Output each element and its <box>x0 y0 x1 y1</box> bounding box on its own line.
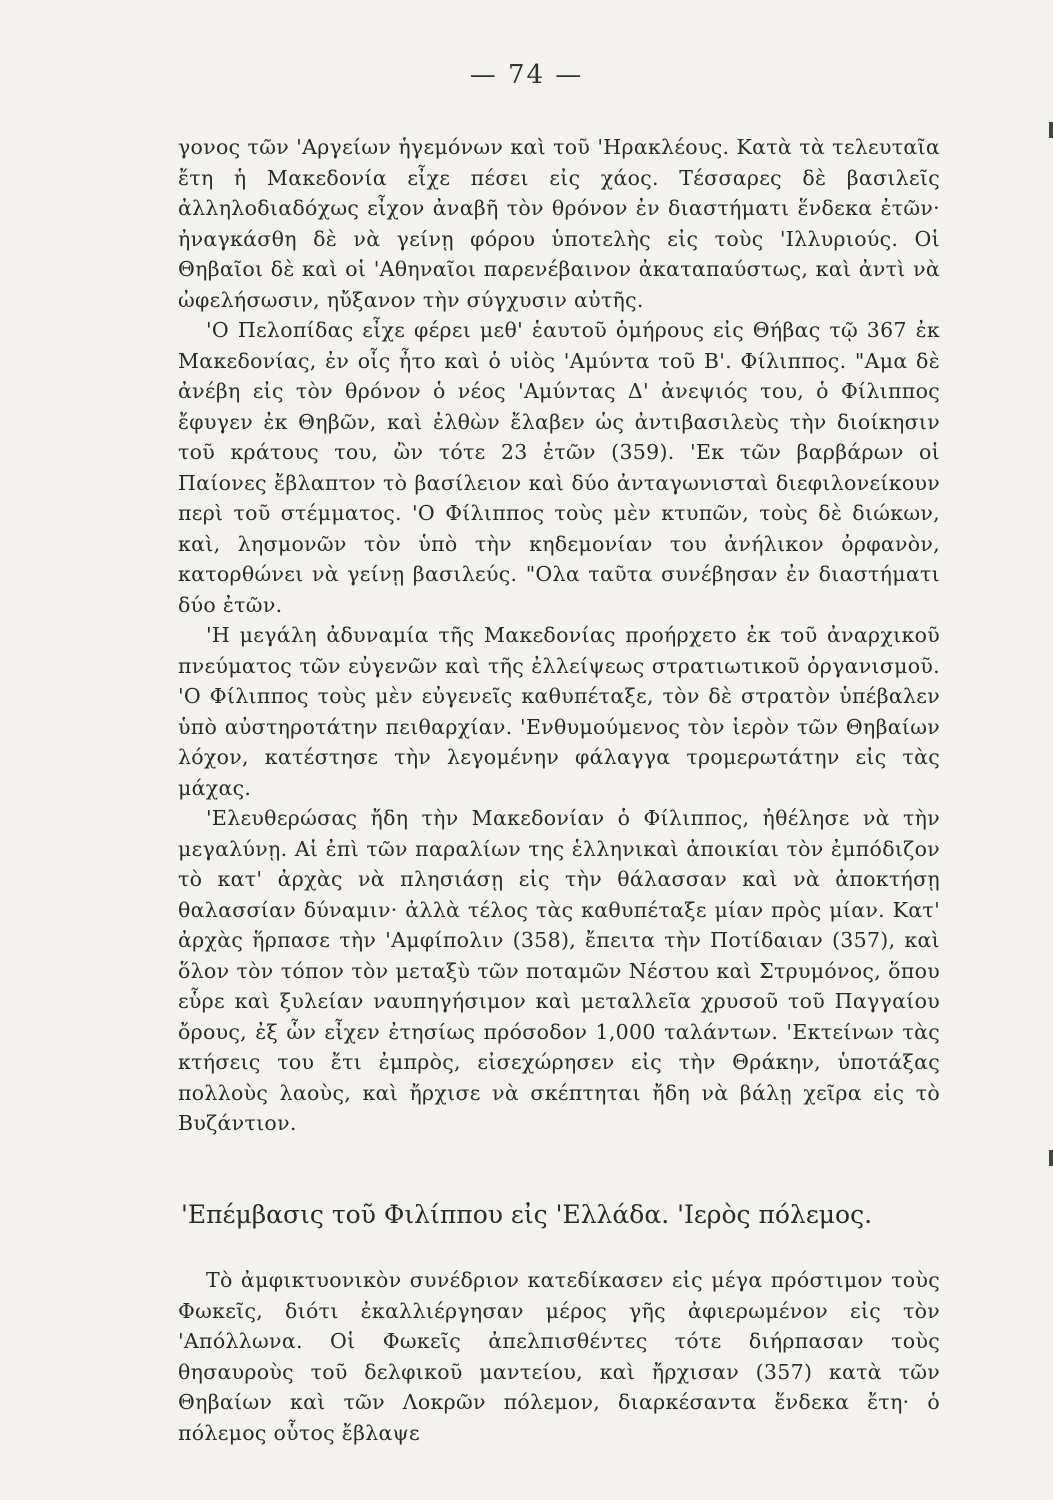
paragraph: Τὸ ἀμφικτυονικὸν συνέδριον κατεδίκασεν εἰς μέγα πρόστιμον τοὺς Φωκεῖς, διότι ἐκαλλιέργησαν μέρος γῆς ἀφιερωμένον εἰς τὸν 'Απόλλωνα. Οἱ Φωκεῖς ἀπελπισθέντες τότε διήρπασαν τοὺς θησαυροὺς τοῦ δελφικοῦ μαντείου, καὶ ἤρχισαν (357) κατὰ τῶν Θηβαίων καὶ τῶν Λοκρῶν πόλεμον, διαρκέσαντα ἕνδεκα ἔτη· ὁ πόλεμος οὗτος ἔβλαψε <box>178 1268 940 1445</box>
scan-edge-mark <box>1049 122 1053 138</box>
paragraph: 'Ελευθερώσας ἤδη τὴν Μακεδονίαν ὁ Φίλιππος, ἠθέλησε νὰ τὴν μεγαλύνῃ. Αἱ ἐπὶ τῶν παραλίων της ἑλληνικαὶ ἀποικίαι τὸν ἐμπόδιζον τὸ κατ' ἀρχὰς νὰ πλησιάσῃ εἰς τὴν θάλασσαν καὶ νὰ ἀποκτήσῃ θαλασσίαν δύναμιν· ἀλλὰ τέλος τὰς καθυπέταξε μίαν πρὸς μίαν. Κατ' ἀρχὰς ἥρπασε τὴν 'Αμφίπολιν (358), ἔπειτα τὴν Ποτίδαιαν (357), καὶ ὅλον τὸν τόπον τὸν μεταξὺ τῶν ποταμῶν Νέστου καὶ Στρυμόνος, ὅπου εὗρε καὶ ξυλείαν ναυπηγήσιμον καὶ μεταλλεῖα χρυσοῦ τοῦ Παγγαίου ὄρους, ἐξ ὧν εἶχεν ἐτησίως πρόσοδον 1,000 ταλάντων. 'Εκτείνων τὰς κτήσεις του ἔτι ἐμπρὸς, εἰσεχώρησεν εἰς τὴν Θράκην, ὑποτάξας πολλοὺς λαοὺς, καὶ ἤρχισε νὰ σκέπτηται ἤδη νὰ βάλῃ χεῖρα εἰς τὸ Βυζάντιον. <box>178 806 940 1135</box>
main-text <box>178 132 940 1139</box>
section-heading: 'Επέμβασις τοῦ Φιλίππου εἰς 'Ελλάδα. 'Ιερὸς πόλεμος. <box>180 1200 873 1229</box>
paragraph: 'Ο Πελοπίδας εἶχε φέρει μεθ' ἑαυτοῦ ὁμήρους εἰς Θήβας τῷ 367 ἐκ Μακεδονίας, ἐν οἷς ἦτο καὶ ὁ υἱὸς 'Αμύντα τοῦ Β'. Φίλιππος. "Αμα δὲ ἀνέβη εἰς τὸν θρόνον ὁ νέος 'Αμύντας Δ' ἀνεψιός του, ὁ Φίλιππος ἔφυγεν ἐκ Θηβῶν, καὶ ἐλθὼν ἔλαβεν ὡς ἀντιβασιλεὺς τὴν διοίκησιν τοῦ κράτους του, ὢν τότε 23 ἐτῶν (359). 'Εκ τῶν βαρβάρων οἱ Παίονες ἔβλαπτον τὸ βασίλειον καὶ δύο ἀνταγωνισταὶ διεφιλονείκουν περὶ τοῦ στέμματος. 'Ο Φίλιππος τοὺς μὲν κτυπῶν, τοὺς δὲ διώκων, καὶ, λησμονῶν τὸν ὑπὸ τὴν κηδεμονίαν του ἀνήλικον ὀρφανὸν, κατορθώνει νὰ γείνῃ βασιλεύς. "Ολα ταῦτα συνέβησαν ἐν διαστήματι δύο ἐτῶν. <box>178 318 940 617</box>
scan-edge-mark <box>1049 1150 1053 1166</box>
page-number: — 74 — <box>469 60 584 90</box>
section-text <box>178 1265 940 1448</box>
paragraph: γονος τῶν 'Αργείων ἡγεμόνων καὶ τοῦ 'Ηρακλέους. Κατὰ τὰ τελευταῖα ἔτη ἡ Μακεδονία εἶχε πέσει εἰς χάος. Τέσσαρες δὲ βασιλεῖς ἀλληλοδιαδόχως εἶχον ἀναβῆ τὸν θρόνον ἐν διαστήματι ἕνδεκα ἐτῶν· ἠναγκάσθη δὲ νὰ γείνῃ φόρου ὑποτελὴς εἰς τοὺς 'Ιλλυριούς. Οἱ Θηβαῖοι δὲ καὶ οἱ 'Αθηναῖοι παρενέβαινον ἀκαταπαύστως, καὶ ἀντὶ νὰ ὠφελήσωσιν, ηὔξανον τὴν σύγχυσιν αὐτῆς. <box>178 135 940 312</box>
paragraph: 'Η μεγάλη ἀδυναμία τῆς Μακεδονίας προήρχετο ἐκ τοῦ ἀναρχικοῦ πνεύματος τῶν εὐγενῶν καὶ τῆς ἐλλείψεως στρατιωτικοῦ ὀργανισμοῦ. 'Ο Φίλιππος τοὺς μὲν εὐγενεῖς καθυπέταξε, τὸν δὲ στρατὸν ὑπέβαλεν ὑπὸ αὐστηροτάτην πειθαρχίαν. 'Ενθυμούμενος τὸν ἱερὸν τῶν Θηβαίων λόχον, κατέστησε τὴν λεγομένην φάλαγγα τρομερωτάτην εἰς τὰς μάχας. <box>178 623 940 800</box>
